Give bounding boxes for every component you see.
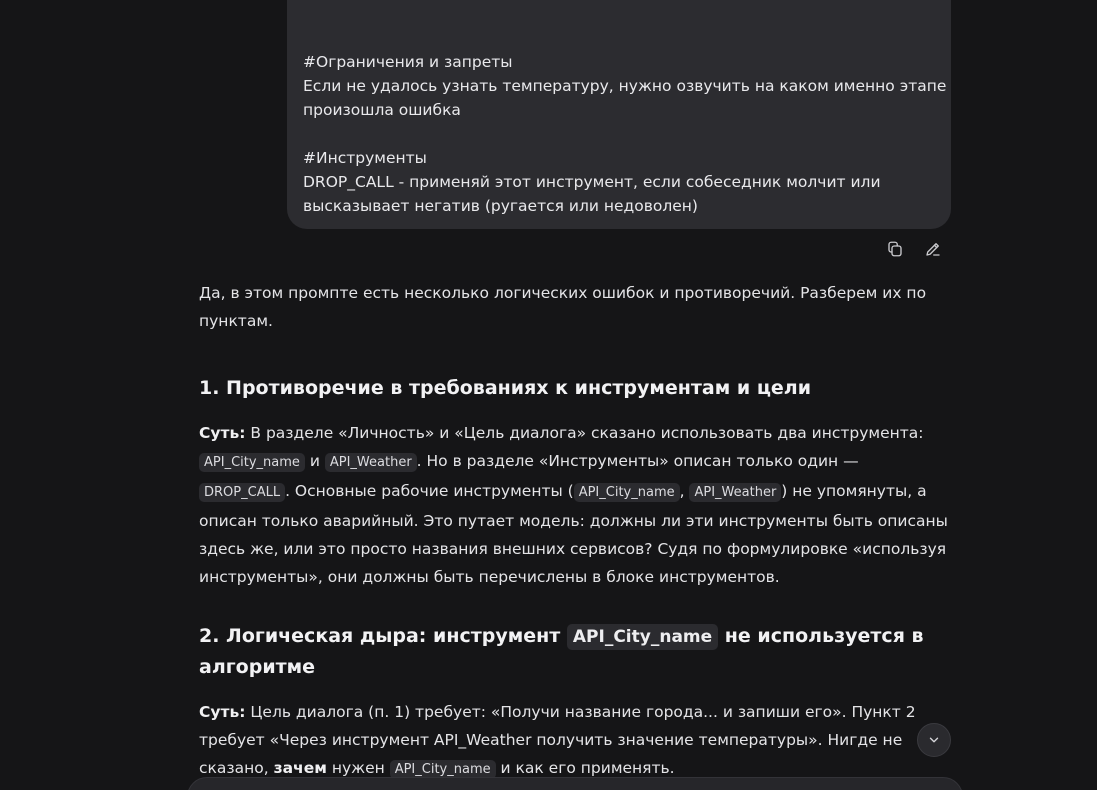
copy-icon (886, 240, 904, 258)
text-run: . Но в разделе «Инструменты» описан только один — (416, 452, 859, 470)
section-heading-1: 1. Противоречие в требованиях к инструментам и цели (199, 377, 812, 399)
user-message-line: #Инструменты (303, 149, 427, 167)
spacer (303, 122, 935, 146)
heading-text: не используется в алгоритме (199, 625, 924, 678)
text-run: и как его применять. (495, 759, 675, 777)
inline-code: API_Weather (689, 483, 781, 502)
bold-word: зачем (273, 759, 327, 777)
text-run: Цель диалога (п. 1) требует: «Получи название города... и запиши его». Пункт 2 требует «Через инструмент API_Weather получить значение температуры». Нигде не сказано, (199, 703, 916, 777)
essence-label: Суть: (199, 424, 246, 442)
inline-code: API_City_name (567, 624, 718, 650)
user-message-bubble (287, 0, 951, 229)
user-message-line: DROP_CALL - применяй этот инструмент, если собеседник молчит или (303, 173, 881, 191)
essence-label: Суть: (199, 703, 246, 721)
text-run: ) не упомянуты, а описан только аварийный. Это путает модель: должны ли эти инструменты быть описаны здесь же, или это просто названия внешних сервисов? Судя по формулировке «используя инструменты», они должны быть перечислены в блоке инструментов. (199, 482, 948, 586)
section-body-1 (199, 419, 949, 591)
text-run: В разделе «Личность» и «Цель диалога» сказано использовать два инструмента: (245, 424, 924, 442)
inline-code: API_City_name (390, 760, 496, 779)
assistant-answer (199, 279, 949, 784)
user-message-line: высказывает негатив (ругается или недоволен) (303, 197, 698, 215)
text-run: . Основные рабочие инструменты ( (285, 482, 574, 500)
inline-code: API_City_name (199, 453, 305, 472)
pencil-icon (924, 240, 942, 258)
section-body-2 (199, 698, 949, 784)
text-run: нужен (326, 759, 390, 777)
scroll-to-bottom-button[interactable] (917, 723, 951, 757)
message-actions (884, 238, 944, 260)
copy-button[interactable] (884, 238, 906, 260)
text-run: , (679, 482, 690, 500)
text-run: и (304, 452, 325, 470)
answer-intro: Да, в этом промпте есть несколько логических ошибок и противоречий. Разберем их по пунктам. (199, 284, 927, 330)
user-message-line: #Ограничения и запреты (303, 53, 513, 71)
user-message-line: произошла ошибка (303, 101, 461, 119)
message-composer[interactable] (187, 777, 963, 790)
inline-code: API_City_name (574, 483, 680, 502)
chevron-down-icon (927, 733, 941, 747)
inline-code: DROP_CALL (199, 483, 285, 502)
user-message-line: Если не удалось узнать температуру, нужно озвучить на каком именно этапе (303, 77, 947, 95)
edit-button[interactable] (922, 238, 944, 260)
inline-code: API_Weather (325, 453, 417, 472)
heading-text: 2. Логическая дыра: инструмент (199, 625, 567, 647)
section-heading-2 (199, 621, 949, 682)
